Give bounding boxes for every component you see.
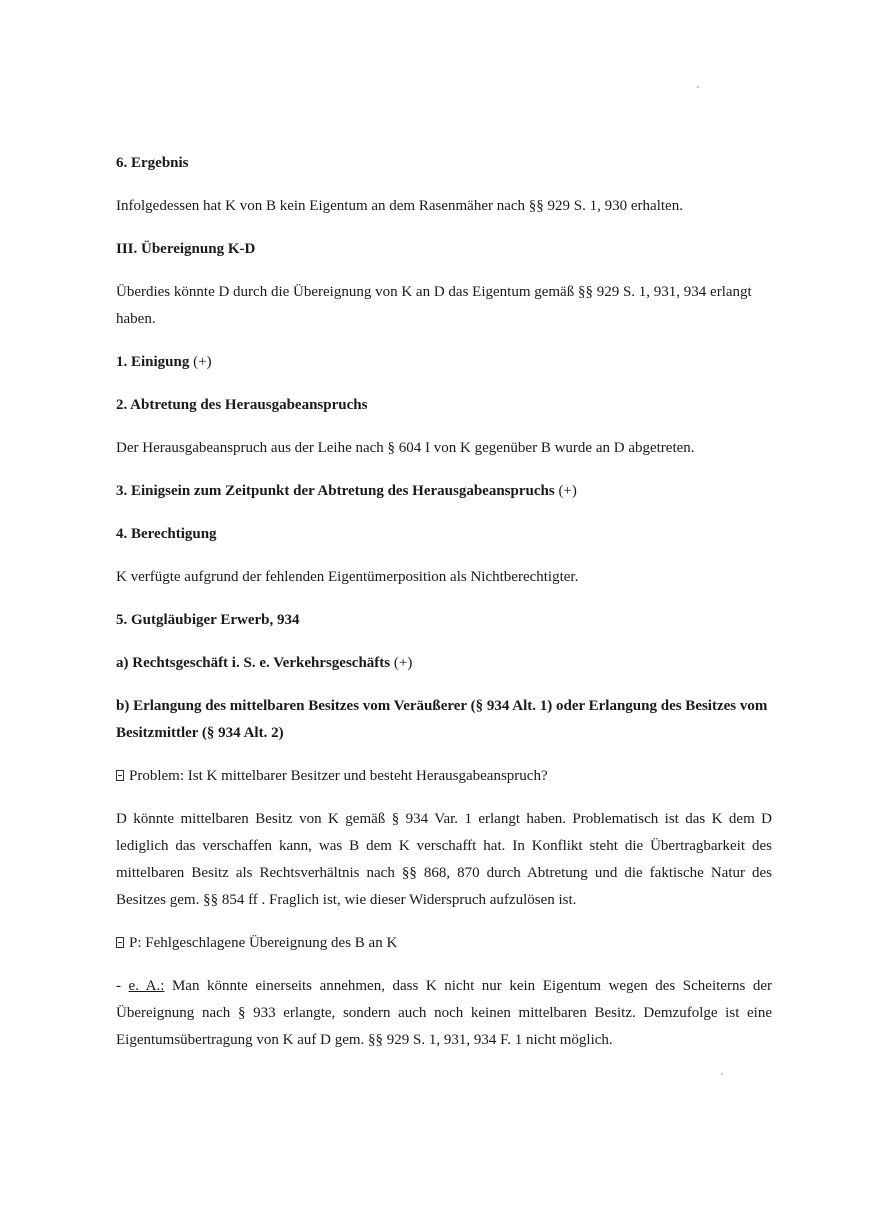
heading-berechtigung: 4. Berechtigung — [116, 526, 217, 542]
heading-einigsein-mark: (+) — [554, 483, 577, 499]
eine-ansicht-prefix: - — [116, 978, 129, 994]
paragraph-p-fehlgeschlagen — [116, 930, 772, 957]
heading-uebereignung-k-d: III. Übereignung K-D — [116, 241, 256, 257]
heading-einigung-text: 1. Einigung — [116, 354, 190, 370]
heading-ergebnis: 6. Ergebnis — [116, 155, 189, 171]
paragraph-berechtigung: K verfügte aufgrund der fehlenden Eigentümerposition als Nichtberechtigter. — [116, 569, 579, 585]
paragraph-ergebnis: Infolgedessen hat K von B kein Eigentum an dem Rasenmäher nach §§ 929 S. 1, 930 erhalten. — [116, 198, 683, 214]
eine-ansicht-text: Man könnte einerseits annehmen, dass K nicht nur kein Eigentum wegen des Scheiterns der Übereignung nach § 933 erlangte, sondern auch noch keinen mittelbaren Besitz. Demzufolge ist eine Eigentumsübertragung von K auf D gem. §§ 929 S. 1, 931, 934 F. 1 nicht möglich. — [116, 978, 772, 1048]
problem-text: Problem: Ist K mittelbarer Besitzer und besteht Herausgabeanspruch? — [129, 768, 548, 784]
heading-einigung — [116, 349, 772, 376]
heading-einigung-mark: (+) — [189, 354, 212, 370]
scan-speck — [697, 86, 699, 88]
document-page — [116, 150, 772, 1054]
heading-mittelbarer-besitz: b) Erlangung des mittelbaren Besitzes vom Veräußerer (§ 934 Alt. 1) oder Erlangung des Besitzes vom Besitzmittler (§ 934 Alt. 2) — [116, 698, 768, 741]
heading-abtretung: 2. Abtretung des Herausgabeanspruchs — [116, 397, 368, 413]
paragraph-eine-ansicht — [116, 973, 772, 1054]
eine-ansicht-label: e. A.: — [128, 978, 165, 994]
paragraph-uebereignung-k-d: Überdies könnte D durch die Übereignung von K an D das Eigentum gemäß §§ 929 S. 1, 931, 934 erlangt haben. — [116, 284, 752, 327]
p-fehlgeschlagen-text: P: Fehlgeschlagene Übereignung des B an K — [129, 935, 398, 951]
missing-glyph-icon — [116, 937, 124, 948]
heading-rechtsgeschaeft-text: a) Rechtsgeschäft i. S. e. Verkehrsgeschäfts — [116, 655, 391, 671]
paragraph-analyse: D könnte mittelbaren Besitz von K gemäß § 934 Var. 1 erlangt haben. Problematisch ist das K dem D lediglich das verschaffen kann, was B dem K verschafft hat. In Konflikt steht die Übertragbarkeit des mittelbaren Besitz als Rechtsverhältnis nach §§ 868, 870 durch Abtretung und die faktische Natur des Besitzes gem. §§ 854 ff . Fraglich ist, wie dieser Widerspruch aufzulösen ist. — [116, 811, 772, 908]
paragraph-problem — [116, 763, 772, 790]
paragraph-abtretung: Der Herausgabeanspruch aus der Leihe nach § 604 I von K gegenüber B wurde an D abgetreten. — [116, 440, 695, 456]
scan-speck — [721, 1073, 723, 1075]
heading-gutglaeubiger-erwerb: 5. Gutgläubiger Erwerb, 934 — [116, 612, 300, 628]
missing-glyph-icon — [116, 770, 124, 781]
heading-rechtsgeschaeft — [116, 650, 772, 677]
heading-rechtsgeschaeft-mark: (+) — [390, 655, 413, 671]
heading-einigsein — [116, 478, 772, 505]
heading-einigsein-text: 3. Einigsein zum Zeitpunkt der Abtretung des Herausgabeanspruchs — [116, 483, 555, 499]
